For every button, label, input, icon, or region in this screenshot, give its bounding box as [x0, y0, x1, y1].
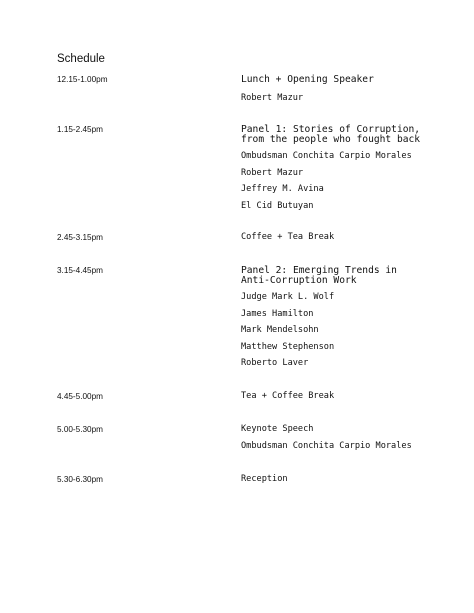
session-title	[241, 266, 441, 286]
session-title-line: Anti-Corruption Work	[241, 275, 357, 287]
session-title	[241, 125, 441, 145]
session-person: Mark Mendelsohn	[241, 325, 319, 335]
session-title: Coffee + Tea Break	[241, 232, 335, 242]
session-person: Robert Mazur	[241, 93, 304, 103]
session-person: Ombudsman Conchita Carpio Morales	[241, 151, 412, 161]
session-person: Ombudsman Conchita Carpio Morales	[241, 441, 412, 451]
session-time: 4.45-5.00pm	[57, 392, 103, 401]
session-time: 1.15-2.45pm	[57, 125, 103, 134]
session-title-line: from the people who fought back	[241, 134, 421, 146]
session-person: Judge Mark L. Wolf	[241, 292, 335, 302]
session-person: Robert Mazur	[241, 168, 304, 178]
session-time: 5.00-5.30pm	[57, 425, 103, 434]
session-title-line: Panel 1: Stories of Corruption,	[241, 124, 421, 135]
session-person: Jeffrey M. Avina	[241, 184, 324, 194]
session-time: 12.15-1.00pm	[57, 75, 108, 84]
session-title-line: Panel 2: Emerging Trends in	[241, 265, 397, 276]
session-title: Keynote Speech	[241, 424, 314, 434]
session-time: 2.45-3.15pm	[57, 233, 103, 242]
session-title: Lunch + Opening Speaker	[241, 74, 374, 85]
session-time: 5.30-6.30pm	[57, 475, 103, 484]
session-person: Matthew Stephenson	[241, 342, 335, 352]
session-person: El Cid Butuyan	[241, 201, 314, 211]
session-title: Tea + Coffee Break	[241, 391, 335, 401]
session-time: 3.15-4.45pm	[57, 266, 103, 275]
session-person: James Hamilton	[241, 309, 314, 319]
session-title: Reception	[241, 474, 288, 484]
schedule-heading: Schedule	[57, 53, 105, 65]
session-person: Roberto Laver	[241, 358, 309, 368]
